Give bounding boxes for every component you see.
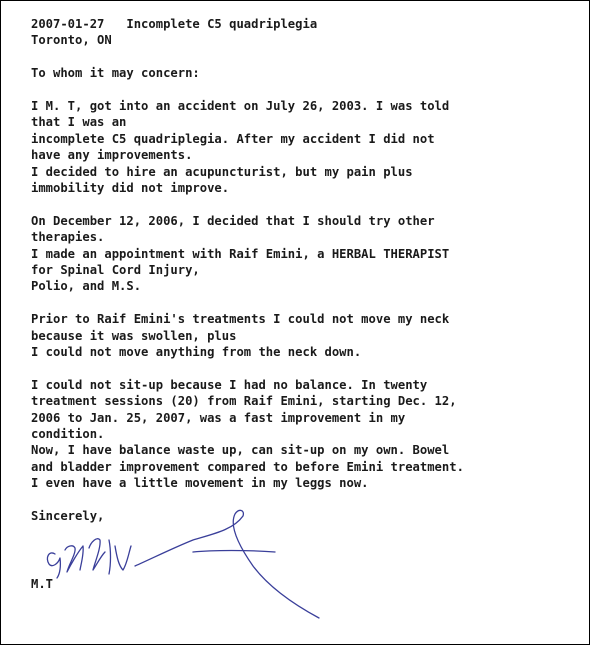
date-line: 2007-01-27 Incomplete C5 quadriplegia — [31, 17, 318, 31]
paragraph-line: for Spinal Cord Injury, — [31, 263, 200, 278]
paragraph-2 — [31, 213, 571, 295]
spacer — [31, 295, 571, 311]
paragraph-line: 2006 to Jan. 25, 2007, was a fast improvement in my — [31, 410, 406, 425]
paragraph-line: incomplete C5 quadriplegia. After my accident I did not — [31, 131, 435, 146]
paragraph-4 — [31, 377, 571, 492]
paragraph-line: I even have a little movement in my leggs now. — [31, 476, 369, 491]
spacer — [31, 82, 571, 98]
paragraph-line: I could not sit-up because I had no balance. In twenty — [31, 377, 428, 392]
paragraph-3 — [31, 311, 571, 360]
signer-name: M.T — [31, 577, 54, 591]
letter-body — [31, 16, 571, 525]
paragraph-line: treatment sessions (20) from Raif Emini, starting Dec. 12, — [31, 394, 457, 409]
paragraph-1 — [31, 98, 571, 196]
salutation: To whom it may concern: — [31, 66, 200, 81]
paragraph-line: Prior to Raif Emini's treatments I could not move my neck — [31, 312, 450, 327]
paragraph-line: I could not move anything from the neck down. — [31, 345, 362, 360]
paragraph-line: because it was swollen, plus — [31, 328, 237, 343]
spacer — [31, 360, 571, 376]
paragraph-line: condition. — [31, 427, 105, 442]
spacer — [31, 196, 571, 212]
paragraph-line: and bladder improvement compared to before Emini treatment. — [31, 459, 464, 474]
paragraph-line: I M. T, got into an accident on July 26, 2003. I was told — [31, 99, 450, 113]
paragraph-line: Polio, and M.S. — [31, 279, 142, 294]
paragraph-line: that I was an — [31, 115, 127, 130]
paragraph-line: immobility did not improve. — [31, 181, 230, 196]
spacer — [31, 49, 571, 65]
location-line: Toronto, ON — [31, 33, 112, 48]
paragraph-line: I made an appointment with Raif Emini, a HERBAL THERAPIST — [31, 246, 450, 261]
paragraph-line: therapies. — [31, 230, 105, 245]
handwritten-signature — [43, 506, 373, 626]
paragraph-line: On December 12, 2006, I decided that I should try other — [31, 213, 435, 228]
paragraph-line: have any improvements. — [31, 148, 193, 163]
paragraph-line: I decided to hire an acupuncturist, but my pain plus — [31, 164, 413, 179]
closing: Sincerely, — [31, 509, 105, 524]
paragraph-line: Now, I have balance waste up, can sit-up on my own. Bowel — [31, 443, 450, 458]
